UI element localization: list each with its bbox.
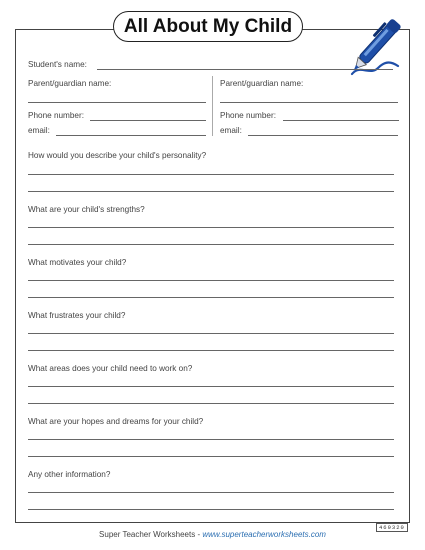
answer-line[interactable] — [28, 280, 394, 281]
pen-icon — [340, 4, 418, 82]
answer-line[interactable] — [28, 333, 394, 334]
worksheet-code: 469320 — [376, 523, 408, 532]
answer-line[interactable] — [28, 244, 394, 245]
answer-line[interactable] — [28, 297, 394, 298]
answer-line[interactable] — [28, 492, 394, 493]
footer — [0, 530, 425, 539]
phone2-line[interactable] — [283, 120, 399, 121]
question-label: How would you describe your child's personality? — [28, 151, 207, 160]
answer-line[interactable] — [28, 350, 394, 351]
question-label: What motivates your child? — [28, 258, 127, 267]
question-label: What are your child's strengths? — [28, 205, 145, 214]
parent2-name-line[interactable] — [220, 102, 398, 103]
footer-brand: Super Teacher Worksheets — [99, 530, 196, 539]
email1-label: email: — [28, 126, 50, 135]
answer-line[interactable] — [28, 227, 394, 228]
answer-line[interactable] — [28, 403, 394, 404]
student-name-line[interactable] — [97, 69, 393, 70]
footer-url[interactable]: www.superteacherworksheets.com — [202, 530, 326, 539]
answer-line[interactable] — [28, 439, 394, 440]
answer-line[interactable] — [28, 456, 394, 457]
parent1-name-line[interactable] — [28, 102, 206, 103]
footer-separator: - — [195, 530, 203, 539]
student-name-label: Student's name: — [28, 60, 87, 69]
page-title: All About My Child — [113, 11, 303, 42]
column-divider — [212, 76, 213, 136]
parent2-name-label: Parent/guardian name: — [220, 79, 304, 88]
parent1-name-label: Parent/guardian name: — [28, 79, 112, 88]
answer-line[interactable] — [28, 174, 394, 175]
email2-line[interactable] — [248, 135, 398, 136]
answer-line[interactable] — [28, 509, 394, 510]
phone1-line[interactable] — [90, 120, 206, 121]
question-label: What frustrates your child? — [28, 311, 126, 320]
email2-label: email: — [220, 126, 242, 135]
question-label: Any other information? — [28, 470, 111, 479]
question-label: What are your hopes and dreams for your child? — [28, 417, 204, 426]
answer-line[interactable] — [28, 191, 394, 192]
question-label: What areas does your child need to work on? — [28, 364, 193, 373]
phone1-label: Phone number: — [28, 111, 84, 120]
email1-line[interactable] — [56, 135, 206, 136]
answer-line[interactable] — [28, 386, 394, 387]
phone2-label: Phone number: — [220, 111, 276, 120]
